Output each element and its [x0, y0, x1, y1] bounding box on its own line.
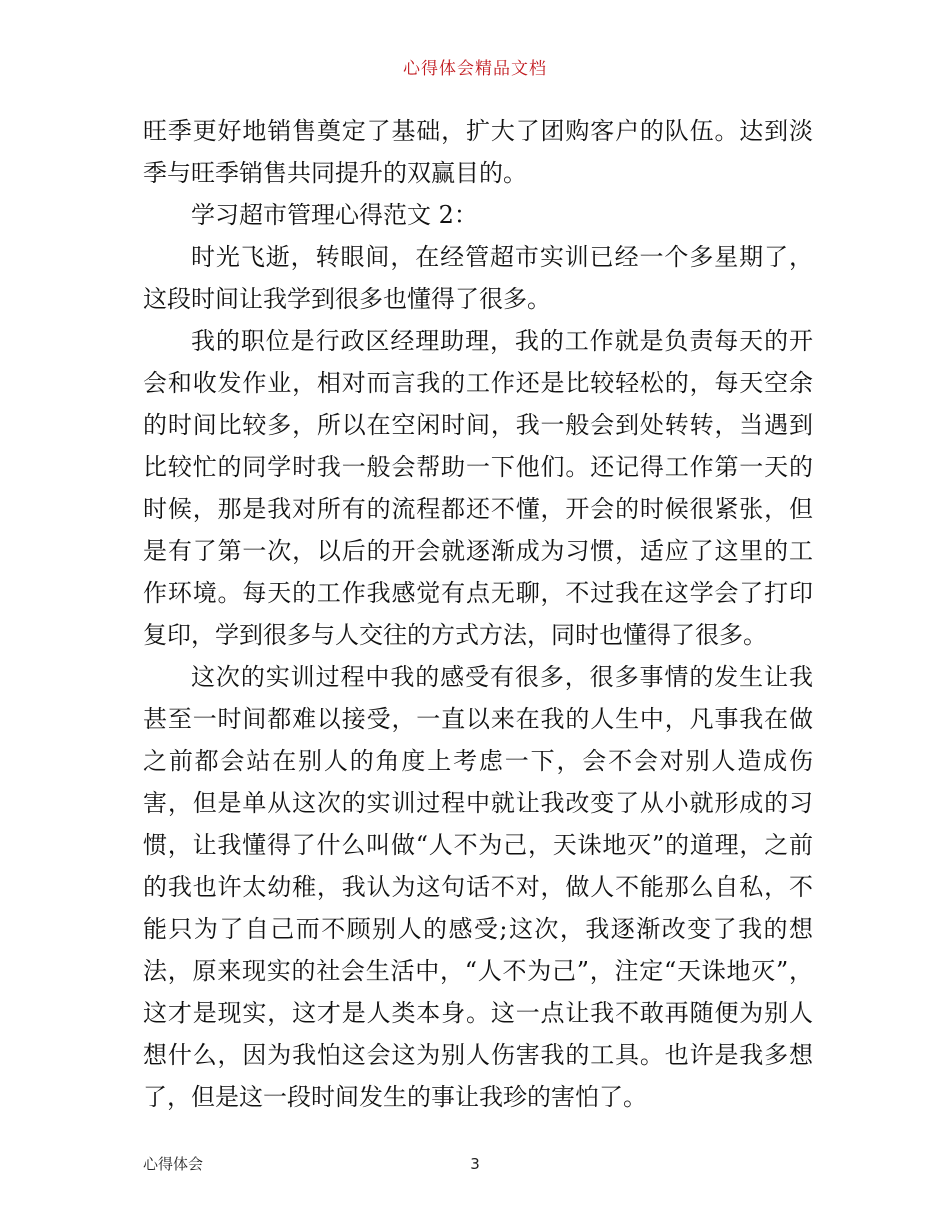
- paragraph: 我的职位是行政区经理助理，我的工作就是负责每天的开会和收发作业，相对而言我的工作还是比较轻松的，每天空余的时间比较多，所以在空闲时间，我一般会到处转转，当遇到比较忙的同学时我一般会帮助一下他们。还记得工作第一天的时候，那是我对所有的流程都还不懂，开会的时候很紧张，但是有了第一次，以后的开会就逐渐成为习惯，适应了这里的工作环境。每天的工作我感觉有点无聊，不过我在这学会了打印复印，学到很多与人交往的方式方法，同时也懂得了很多。: [143, 327, 813, 649]
- paragraph: 时光飞逝，转眼间，在经管超市实训已经一个多星期了，这段时间让我学到很多也懂得了很多。: [143, 243, 813, 313]
- section-heading: 学习超市管理心得范文 2：: [191, 201, 478, 229]
- document-body: [143, 110, 813, 1118]
- footer-label: 心得体会: [143, 1155, 204, 1173]
- header-title: 心得体会精品文档: [403, 59, 547, 79]
- page-number: 3: [470, 1155, 480, 1173]
- paragraph: 这次的实训过程中我的感受有很多，很多事情的发生让我甚至一时间都难以接受，一直以来在我的人生中，凡事我在做之前都会站在别人的角度上考虑一下，会不会对别人造成伤害，但是单从这次的实训过程中就让我改变了从小就形成的习惯，让我懂得了什么叫做“人不为己，天诛地灭”的道理，之前的我也许太幼稚，我认为这句话不对，做人不能那么自私，不能只为了自己而不顾别人的感受;这次，我逐渐改变了我的想法，原来现实的社会生活中，“人不为己”，注定“天诛地灭”，这才是现实，这才是人类本身。这一点让我不敢再随便为别人想什么，因为我怕这会这为别人伤害我的工具。也许是我多想了，但是这一段时间发生的事让我珍的害怕了。: [143, 663, 813, 1111]
- paragraph-continuation: 旺季更好地销售奠定了基础，扩大了团购客户的队伍。达到淡季与旺季销售共同提升的双赢目的。: [143, 117, 813, 187]
